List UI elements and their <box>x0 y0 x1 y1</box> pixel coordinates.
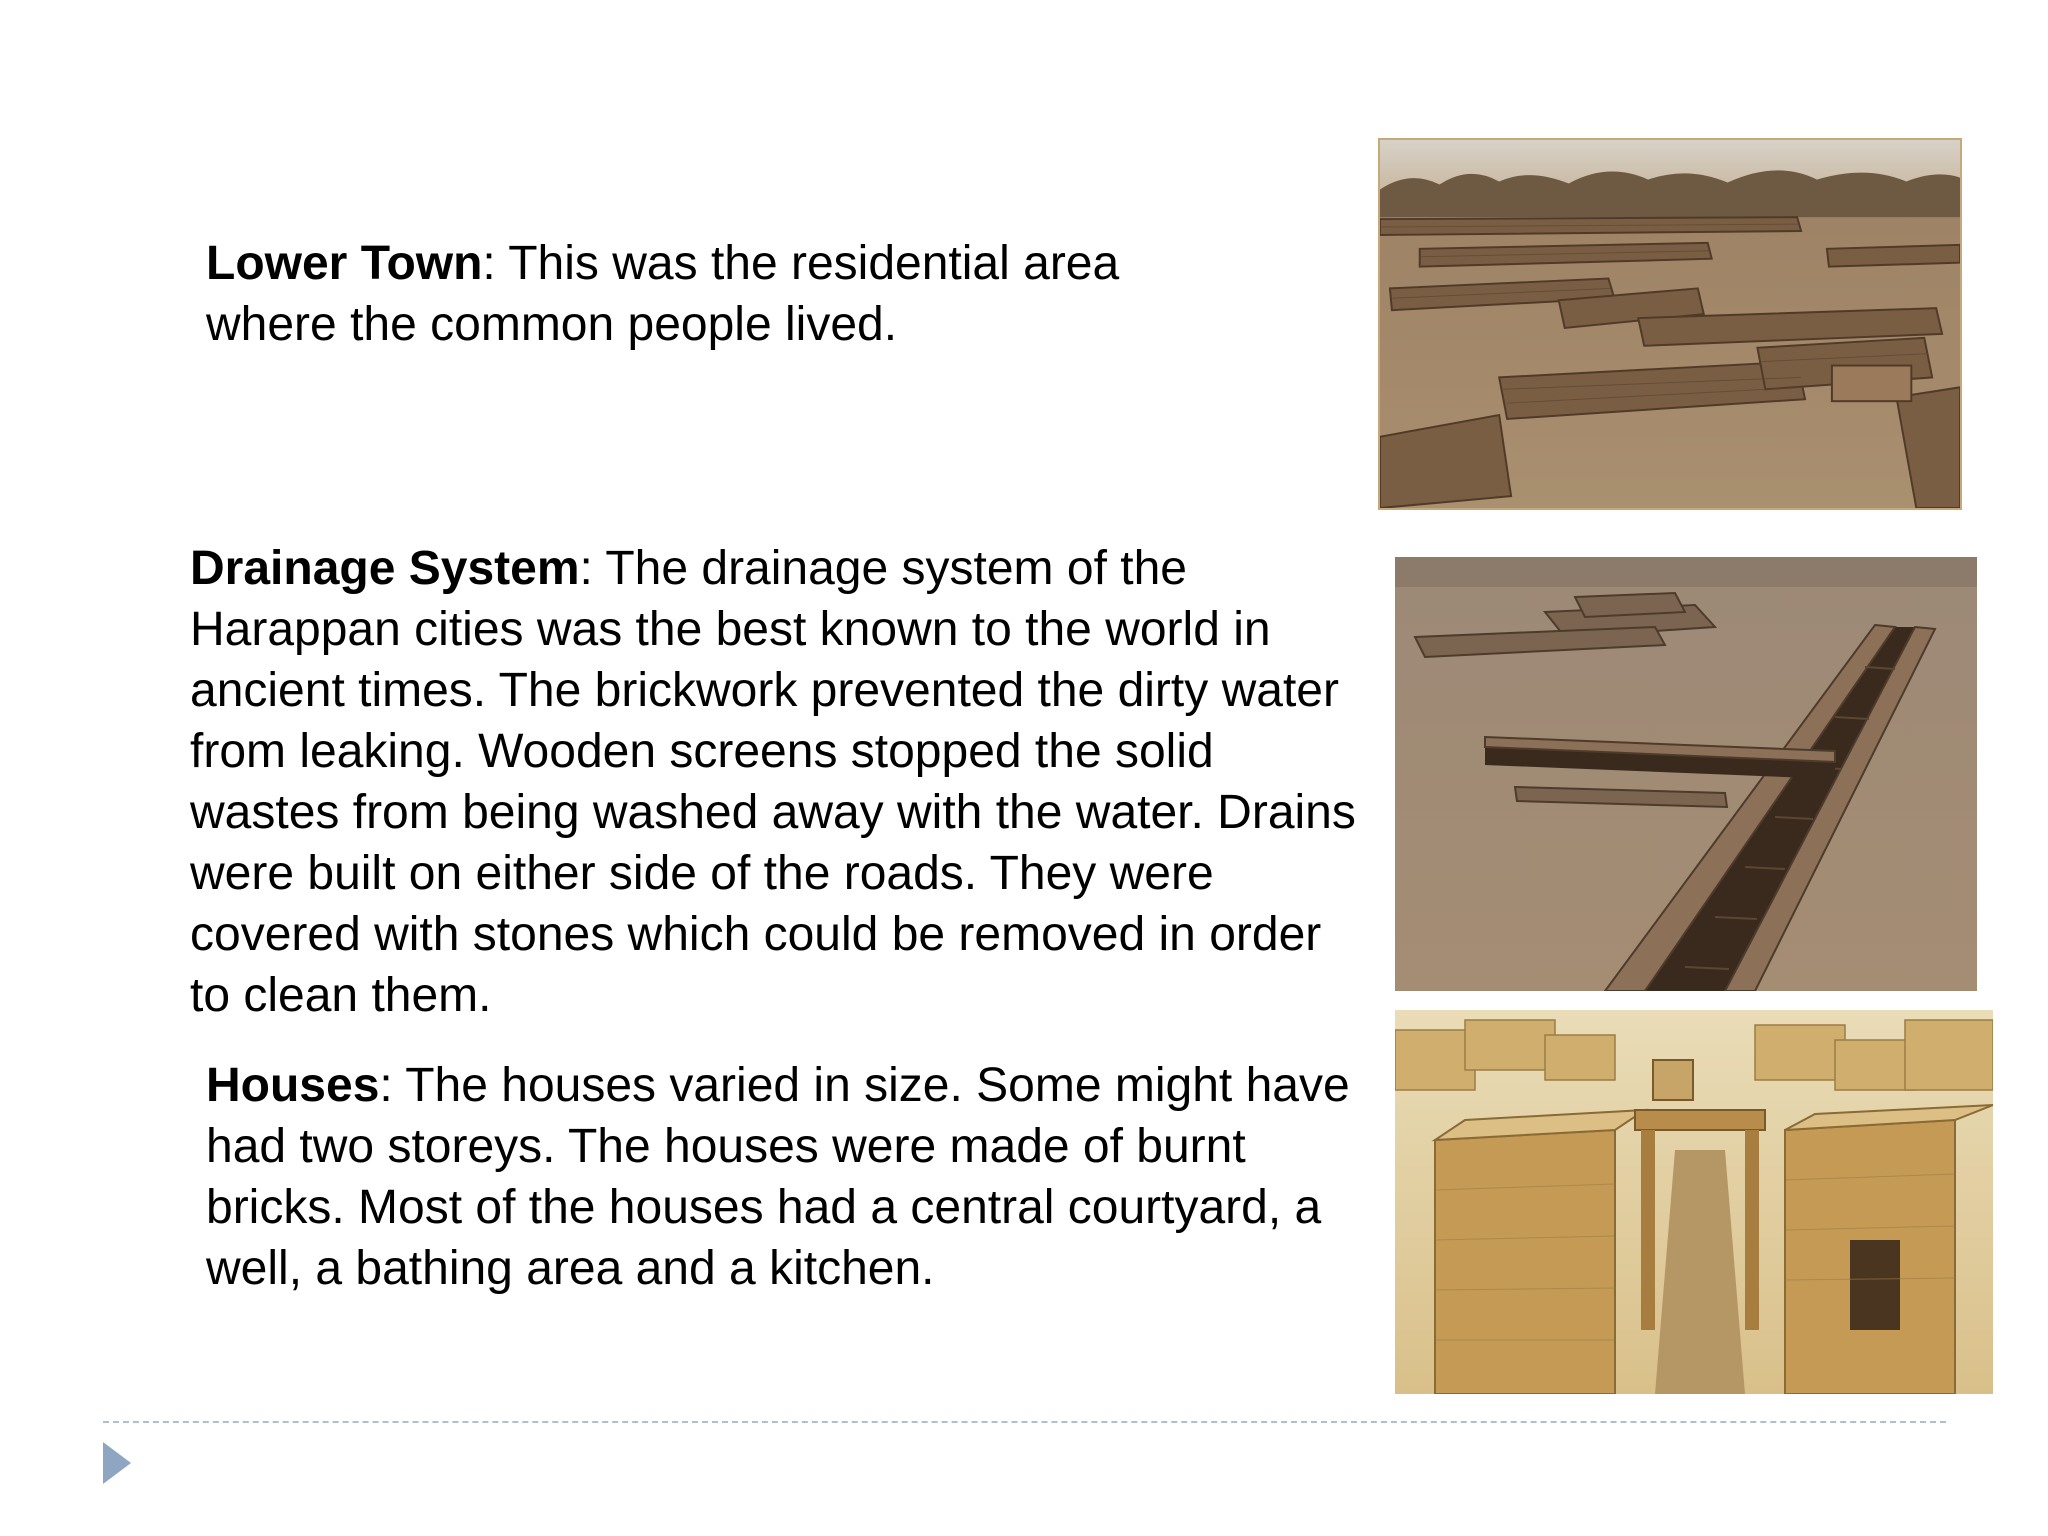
lower-town-ruins-photo <box>1378 138 1962 510</box>
drainage-text: : The drainage system of the Harappan cities was the best known to the world in ancient times. The brickwork prevented the dirty water from leaking. Wooden screens stopped the solid wastes from being washed away with the water. Drains were built on either side of the roads. They were covered with stones which could be removed in order to clean them. <box>190 542 1356 1022</box>
drainage-paragraph <box>190 538 1370 1026</box>
drainage-channel-photo <box>1395 557 1977 991</box>
houses-text: : The houses varied in size. Some might have had two storeys. The houses were made of burnt bricks. Most of the houses had a central courtyard, a well, a bathing area and a kitchen. <box>206 1059 1350 1295</box>
lower-town-text: : This was the residential area where the common people lived. <box>206 237 1120 351</box>
slide-marker-triangle-icon <box>103 1442 131 1484</box>
houses-heading: Houses <box>206 1059 380 1112</box>
houses-paragraph <box>206 1055 1366 1299</box>
drainage-heading: Drainage System <box>190 542 580 595</box>
lower-town-paragraph <box>206 233 1206 355</box>
harappan-houses-illustration <box>1395 1010 1993 1394</box>
footer-divider <box>103 1421 1946 1423</box>
lower-town-heading: Lower Town <box>206 237 483 290</box>
